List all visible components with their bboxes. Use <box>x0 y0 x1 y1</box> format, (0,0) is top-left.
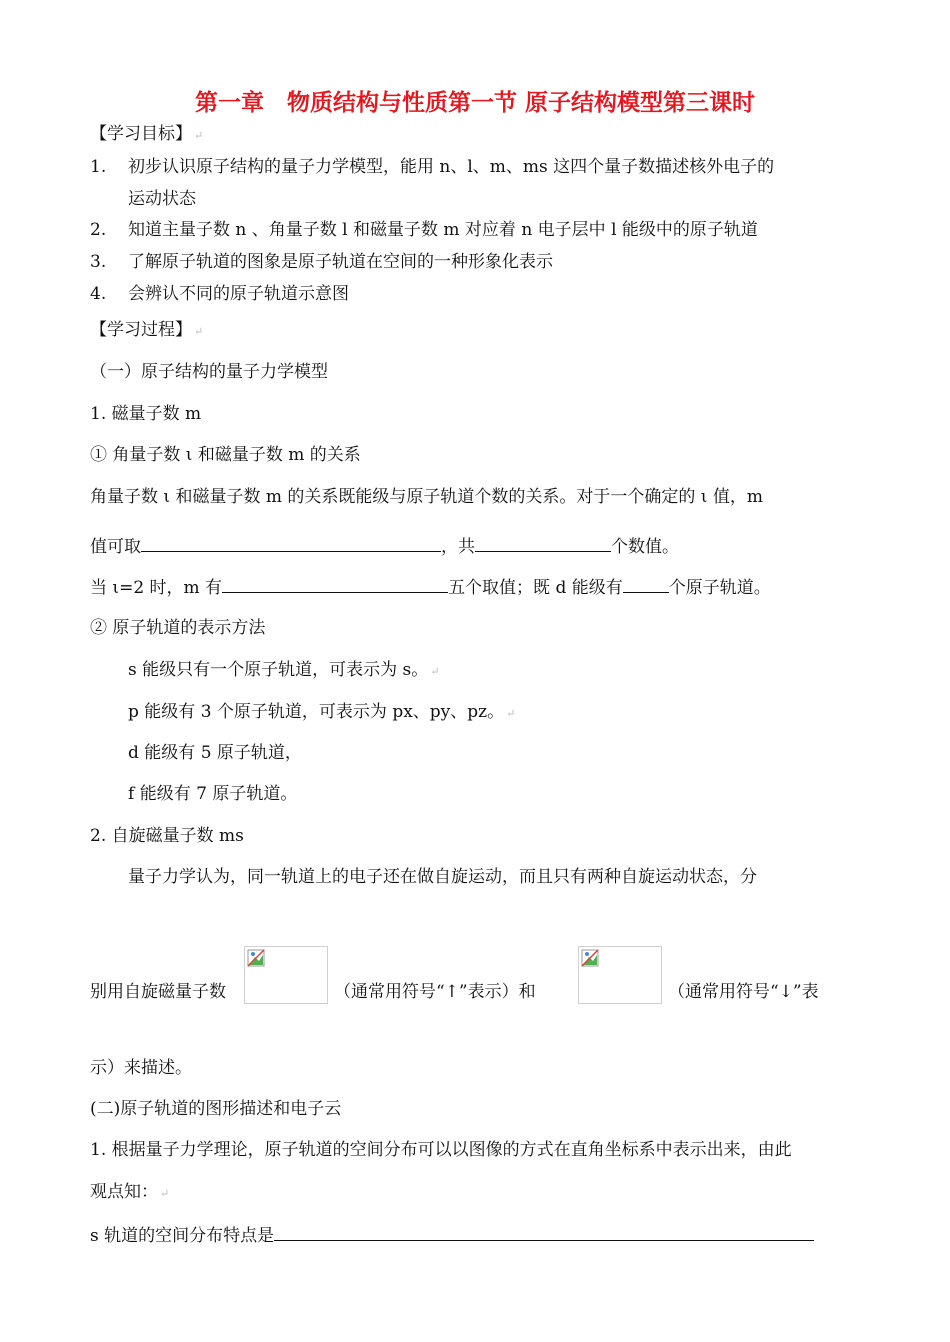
objectives-header-text: 【学习目标】 <box>90 124 192 144</box>
paragraph-continued <box>90 1180 169 1206</box>
paragraph: 角量子数 ι 和磁量子数 m 的关系既能级与原子轨道个数的关系。对于一个确定的 ι 值，m <box>90 487 763 507</box>
text-fragment: s 轨道的空间分布特点是 <box>90 1226 275 1246</box>
text-fragment: 五个取值；既 d 能级有 <box>448 578 623 598</box>
broken-image-placeholder <box>244 946 328 1004</box>
paragraph: 量子力学认为，同一轨道上的电子还在做自旋运动，而且只有两种自旋运动状态，分 <box>128 867 757 887</box>
paragraph-mark-icon: ↵ <box>506 707 516 720</box>
orbital-d-text: d 能级有 5 原子轨道， <box>128 743 302 763</box>
orbital-line <box>128 700 515 726</box>
sub-item-heading: ① 角量子数 ι 和磁量子数 m 的关系 <box>90 445 361 465</box>
paragraph: 1. 根据量子力学理论，原子轨道的空间分布可以以图像的方式在直角坐标系中表示出来，由此 <box>90 1140 792 1160</box>
orbital-s-text: s 能级只有一个原子轨道，可表示为 s。 <box>128 660 429 680</box>
broken-image-icon <box>247 949 265 967</box>
page-title: 第一章 物质结构与性质第一节 原子结构模型第三课时 <box>194 90 755 116</box>
paragraph-mark-icon: ↵ <box>160 1187 170 1200</box>
objective-item <box>90 282 349 306</box>
objective-item <box>90 155 774 179</box>
text-fragment: 观点知： <box>90 1182 158 1202</box>
spin-text-b: （通常用符号“↑”表示）和 <box>334 982 536 1002</box>
spin-text-c: （通常用符号“↓”表 <box>668 982 819 1002</box>
answer-blank[interactable] <box>274 1222 814 1241</box>
fill-blank-line <box>90 533 679 559</box>
sub-item-heading: ② 原子轨道的表示方法 <box>90 618 266 638</box>
paragraph-mark-icon: ↵ <box>430 665 440 678</box>
text-fragment: 个原子轨道。 <box>668 578 771 598</box>
objective-number: 1. <box>90 157 107 177</box>
objective-text: 初步认识原子结构的量子力学模型，能用 n、l、m、ms 这四个量子数描述核外电子的 <box>128 157 775 177</box>
process-header-text: 【学习过程】 <box>90 320 192 340</box>
paragraph-mark-icon: ↵ <box>194 129 204 142</box>
fill-blank-line <box>90 1222 814 1248</box>
text-fragment: ，共 <box>441 537 475 557</box>
spin-text-a: 别用自旋磁量子数 <box>90 982 226 1002</box>
broken-image-placeholder <box>578 946 662 1004</box>
answer-blank[interactable] <box>623 574 669 593</box>
section-heading-1: （一）原子结构的量子力学模型 <box>90 362 328 382</box>
objective-text: 了解原子轨道的图象是原子轨道在空间的一种形象化表示 <box>128 252 553 272</box>
objective-text-continued: 运动状态 <box>128 189 196 209</box>
broken-image-icon <box>581 949 599 967</box>
objective-item <box>90 250 553 274</box>
orbital-line <box>128 658 439 684</box>
orbital-f-text: f 能级有 7 原子轨道。 <box>128 784 298 804</box>
process-header <box>90 318 203 344</box>
answer-blank[interactable] <box>222 574 448 593</box>
objective-text: 知道主量子数 n 、角量子数 l 和磁量子数 m 对应着 n 电子层中 l 能级中的原子轨道 <box>128 220 758 240</box>
fill-blank-line <box>90 574 771 600</box>
subsection-heading: 2. 自旋磁量子数 ms <box>90 826 244 846</box>
objectives-header <box>90 122 203 148</box>
answer-blank[interactable] <box>475 533 611 552</box>
section-heading-2: (二)原子轨道的图形描述和电子云 <box>90 1099 342 1119</box>
text-fragment: 当 ι=2 时，m 有 <box>90 578 223 598</box>
objective-item <box>90 218 758 242</box>
orbital-p-text: p 能级有 3 个原子轨道，可表示为 px、py、pz。 <box>128 702 505 722</box>
objective-number: 4. <box>90 284 107 304</box>
objective-text: 会辨认不同的原子轨道示意图 <box>128 284 349 304</box>
answer-blank[interactable] <box>141 533 441 552</box>
text-fragment: 个数值。 <box>611 537 679 557</box>
paragraph: 示）来描述。 <box>90 1058 192 1078</box>
objective-number: 3. <box>90 252 107 272</box>
objective-number: 2. <box>90 220 107 240</box>
subsection-heading: 1. 磁量子数 m <box>90 404 202 424</box>
paragraph-mark-icon: ↵ <box>194 325 204 338</box>
text-fragment: 值可取 <box>90 537 141 557</box>
